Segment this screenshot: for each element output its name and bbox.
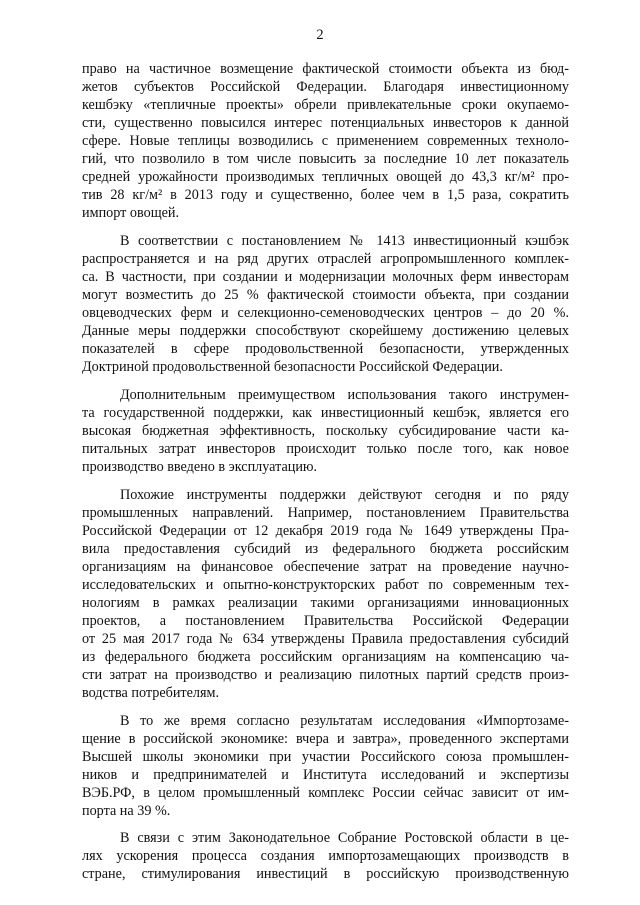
text-line: производство введено в эксплуатацию. <box>82 458 318 475</box>
text-line: Дополнительным преимуществом использования такого инструмен- <box>120 386 569 403</box>
text-line: стране, стимулирования инвестиций в российскую производственную <box>82 866 569 883</box>
text-line: Российской Федерации от 12 декабря 2019 года № 1649 утверждены Пра- <box>82 522 569 539</box>
text-line: са. В частности, при создании и модернизации молочных ферм инвесторам <box>82 269 569 286</box>
text-line: В связи с этим Законодательное Собрание Ростовской области в це- <box>120 830 569 847</box>
text-line: ВЭБ.РФ, в целом промышленный комплекс России сейчас зависит от им- <box>82 784 569 801</box>
text-line: вила предоставления субсидий из федерального бюджета российским <box>82 540 569 557</box>
text-line: высокая бюджетная эффективность, поскольку субсидирование части ка- <box>82 422 569 439</box>
text-line: Доктриной продовольственной безопасности Российской Федерации. <box>82 359 503 376</box>
text-line: В то же время согласно результатам исследования «Импортозаме- <box>120 712 569 729</box>
paragraph <box>82 386 569 476</box>
text-line: право на частичное возмещение фактической стоимости объекта из бюд- <box>82 61 569 77</box>
text-line: питальных затрат инвесторов происходит только после того, как новое <box>82 440 569 457</box>
text-line: водства потребителям. <box>82 685 220 702</box>
text-line: тив 28 кг/м² в 2013 году и существенно, более чем в 1,5 раза, сократить <box>82 187 569 204</box>
text-line: Высшей школы экономики при участии Российского союза промышлен- <box>82 748 569 765</box>
paragraph <box>82 829 569 883</box>
page-number: 2 <box>316 27 324 43</box>
text-line: проектов, а постановлением Правительства Российской Федерации <box>82 612 569 629</box>
paragraph <box>82 232 569 376</box>
text-line: исследовательских и опытно-конструкторских работ по современным тех- <box>82 576 569 593</box>
text-line: гий, что позволило в том числе повысить за последние 10 лет показатель <box>82 151 569 168</box>
text-line: жетов субъектов Российской Федерации. Благодаря инвестиционному <box>82 79 569 96</box>
text-line: щение в российской экономике: вчера и завтра», проведенного экспертами <box>82 730 569 747</box>
text-line: импорт овощей. <box>82 205 180 222</box>
text-line: могут возместить до 25 % фактической стоимости объекта, при создании <box>82 287 569 304</box>
paragraph <box>82 712 569 820</box>
text-line: лях ускорения процесса создания импортозамещающих производств в <box>82 848 569 865</box>
document-body <box>82 60 569 893</box>
text-line: сфере. Новые теплицы возводились с применением современных техноло- <box>82 133 569 150</box>
paragraph <box>82 60 569 222</box>
text-line: Похожие инструменты поддержки действуют сегодня и по ряду <box>120 486 569 503</box>
text-line: овцеводческих ферм и селекционно-семеноводческих центров – до 20 %. <box>82 305 569 322</box>
text-line: сти затрат на производство и реализацию пилотных партий средств произ- <box>82 667 569 683</box>
text-line: из федерального бюджета российским организациям на компенсацию ча- <box>82 648 569 665</box>
text-line: средней урожайности производимых тепличных овощей до 43,3 кг/м² про- <box>82 169 569 186</box>
text-line: сти, существенно повысился интерес потенциальных инвесторов к данной <box>82 115 569 132</box>
text-line: Данные меры поддержки способствуют скорейшему достижению целевых <box>82 323 569 340</box>
text-line: кешбэку «тепличные проекты» обрели привлекательные сроки окупаемо- <box>82 97 569 114</box>
text-line: порта на 39 %. <box>82 802 171 819</box>
paragraph <box>82 486 569 703</box>
text-line: организациям на финансовое обеспечение затрат на проведение научно- <box>82 558 569 575</box>
text-line: нологиям в рамках реализации такими организациями инновационных <box>82 594 569 611</box>
text-line: В соответствии с постановлением № 1413 инвестиционный кэшбэк <box>120 232 569 249</box>
text-line: показателей в сфере продовольственной безопасности, утвержденных <box>82 341 569 358</box>
text-line: от 25 мая 2017 года № 634 утверждены Правила предоставления субсидий <box>82 630 569 647</box>
text-line: та государственной поддержки, как инвестиционный кешбэк, является его <box>82 404 569 421</box>
text-line: промышленных направлений. Например, постановлением Правительства <box>82 504 569 521</box>
text-line: ников и предпринимателей и Института исследований и экспертизы <box>82 766 569 783</box>
text-line: распространяется и на ряд других отраслей агропромышленного комплек- <box>82 250 569 267</box>
